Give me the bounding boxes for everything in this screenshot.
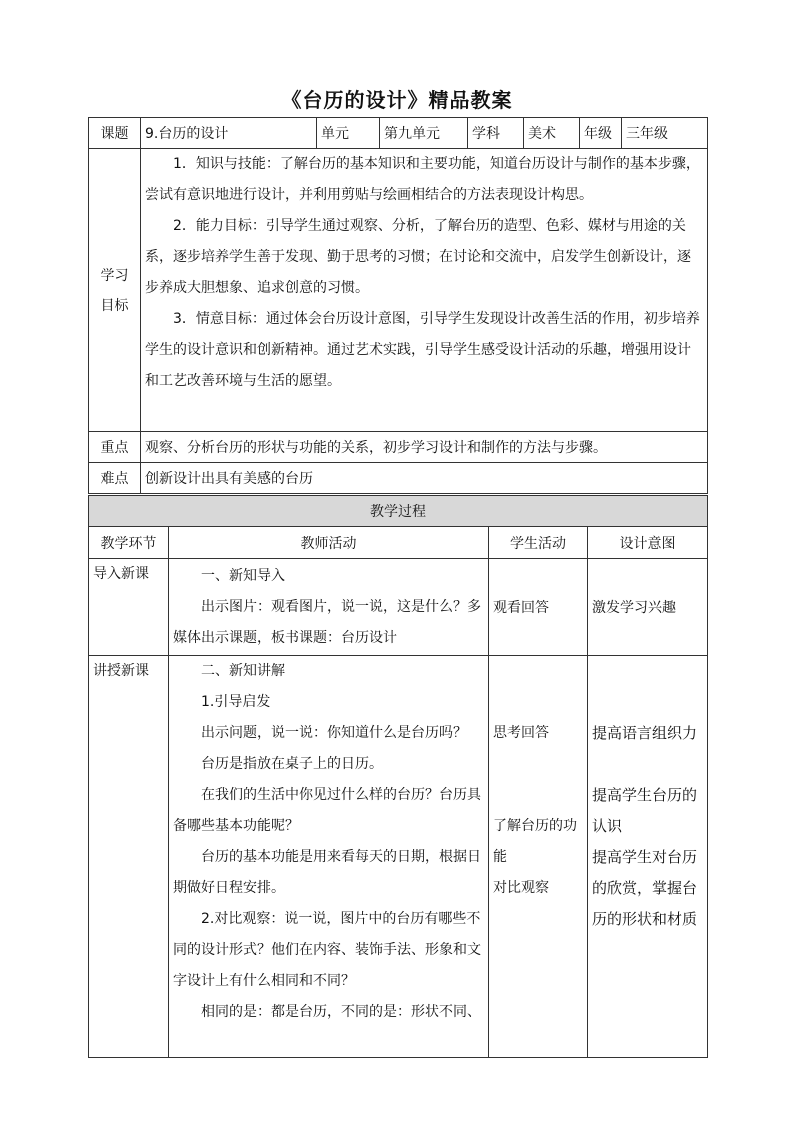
process-table [88, 495, 708, 1058]
intro-teacher [169, 559, 489, 656]
teach-i1: 提高语言组织力 [592, 724, 698, 742]
topic-label: 课题 [89, 118, 141, 149]
goal-emotion: 3．情意目标：通过体会台历设计意图，引导学生发现设计改善生活的作用，初步培养学生的设计意识和创新精神。通过艺术实践，引导学生感受设计活动的乐趣，增强用设计和工艺改善环境与生活的愿望。 [145, 311, 700, 389]
teach-t1: 二、新知讲解 [201, 663, 285, 679]
intro-teacher-text: 出示图片：观看图片，说一说，这是什么？多媒体出示课题，板书课题：台历设计 [173, 599, 481, 646]
col-stage: 教学环节 [89, 527, 169, 559]
goals-text [141, 149, 708, 432]
goals-label-line2: 目标 [100, 298, 129, 314]
teach-stage: 讲授新课 [89, 656, 169, 1058]
teach-intent [588, 656, 708, 1058]
col-student: 学生活动 [489, 527, 588, 559]
grade-value: 三年级 [622, 118, 708, 149]
key-text: 观察、分析台历的形状与功能的关系，初步学习设计和制作的方法与步骤。 [141, 432, 708, 463]
teach-i2: 提高学生台历的认识 [592, 786, 698, 835]
lesson-info-table [88, 117, 708, 494]
topic-value: 9.台历的设计 [141, 118, 317, 149]
col-teacher: 教师活动 [169, 527, 489, 559]
teach-teacher [169, 656, 489, 1058]
goals-label [89, 149, 141, 432]
col-intent: 设计意图 [588, 527, 708, 559]
difficulty-text: 创新设计出具有美感的台历 [141, 463, 708, 494]
teach-s2: 了解台历的功能 [493, 818, 577, 865]
intro-intent: 激发学习兴趣 [588, 559, 708, 656]
teach-t3: 出示问题，说一说：你知道什么是台历吗？ [201, 725, 467, 741]
intro-teacher-heading: 一、新知导入 [201, 568, 285, 584]
goal-ability: 2．能力目标：引导学生通过观察、分析，了解台历的造型、色彩、媒材与用途的关系，逐步培养学生善于发现、勤于思考的习惯；在讨论和交流中，启发学生创新设计，逐步养成大胆想象、追求创意的习惯。 [145, 218, 691, 296]
process-heading: 教学过程 [89, 496, 708, 527]
key-label: 重点 [89, 432, 141, 463]
teach-t8: 相同的是：都是台历，不同的是：形状不同、 [201, 1004, 481, 1020]
teach-i3: 提高学生对台历的欣赏，掌握台历的形状和材质 [592, 848, 698, 928]
goal-knowledge: 1．知识与技能：了解台历的基本知识和主要功能，知道台历设计与制作的基本步骤，尝试有意识地进行设计，并利用剪贴与绘画相结合的方法表现设计构思。 [145, 156, 700, 203]
teach-t4: 台历是指放在桌子上的日历。 [201, 756, 383, 772]
difficulty-label: 难点 [89, 463, 141, 494]
teach-t6: 台历的基本功能是用来看每天的日期，根据日期做好日程安排。 [173, 849, 481, 896]
unit-value: 第九单元 [380, 118, 468, 149]
goals-label-line1: 学习 [100, 268, 129, 284]
subject-label: 学科 [468, 118, 524, 149]
intro-student: 观看回答 [489, 559, 588, 656]
teach-student [489, 656, 588, 1058]
page-title: 《台历的设计》精品教案 [281, 88, 513, 112]
intro-stage: 导入新课 [89, 559, 169, 656]
teach-s1: 思考回答 [493, 725, 549, 741]
subject-value: 美术 [524, 118, 580, 149]
grade-label: 年级 [580, 118, 622, 149]
teach-t2: 1.引导启发 [201, 694, 271, 710]
teach-s3: 对比观察 [493, 880, 549, 896]
unit-label: 单元 [317, 118, 380, 149]
teach-t7: 2.对比观察：说一说，图片中的台历有哪些不同的设计形式？他们在内容、装饰手法、形象和文字设计上有什么相同和不同？ [173, 911, 481, 989]
teach-t5: 在我们的生活中你见过什么样的台历？台历具备哪些基本功能呢？ [173, 787, 481, 834]
